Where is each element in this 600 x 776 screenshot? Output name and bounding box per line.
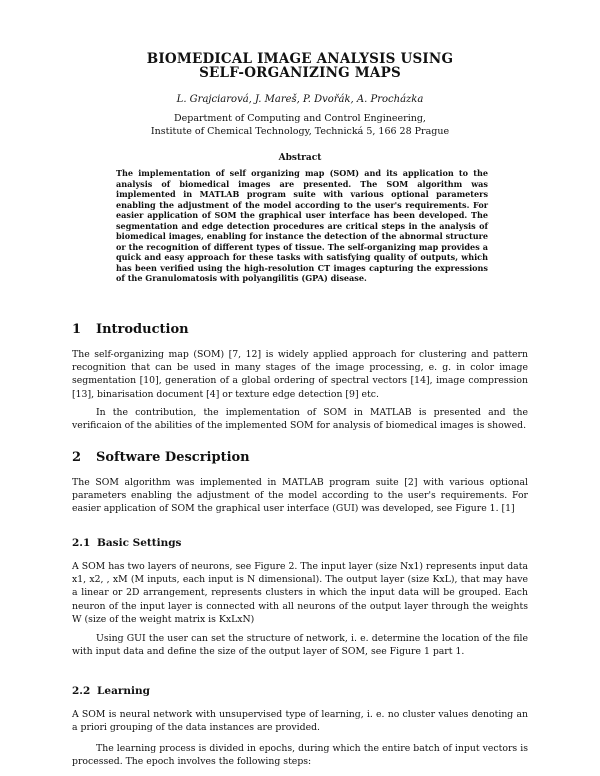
title-line-2: SELF-ORGANIZING MAPS — [199, 65, 401, 81]
section-heading-introduction — [72, 322, 189, 337]
section-title: Introduction — [96, 322, 189, 337]
paper-title — [0, 52, 600, 80]
affiliation — [0, 112, 600, 138]
subsection-heading-basic-settings — [72, 537, 181, 549]
affiliation-line-1: Department of Computing and Control Engineering, — [174, 113, 426, 124]
section-title: Software Description — [96, 450, 250, 465]
section-number: 1 — [72, 322, 82, 337]
paragraph: Using GUI the user can set the structure of network, i. e. determine the location of the file with input data and define the size of the output layer of SOM, see Figure 1 part 1. — [72, 633, 528, 658]
paragraph: The self-organizing map (SOM) [7, 12] is widely applied approach for clustering and pattern recognition that can be used in many stages of the image processing, e. g. in color image segmentation [10], generation of a global ordering of spectral vectors [14], image compression [13], binarisation document [4] or texture edge detection [9] etc. — [72, 349, 528, 400]
subsection-title: Learning — [97, 685, 150, 697]
affiliation-line-2: Institute of Chemical Technology, Technická 5, 166 28 Prague — [150, 126, 450, 137]
subsection-title: Basic Settings — [97, 537, 182, 549]
section-number: 2 — [72, 450, 82, 465]
paragraph: In the contribution, the implementation of SOM in MATLAB is presented and the verificaion of the abilities of the implemented SOM for analysis of biomedical images is showed. — [72, 407, 528, 432]
paragraph: A SOM is neural network with unsupervised type of learning, i. e. no cluster values denoting an a priori grouping of the data instances are provided. — [72, 709, 528, 734]
subsection-heading-learning — [72, 685, 150, 697]
abstract-text: The implementation of self organizing map (SOM) and its application to the analysis of biomedical images are presented. The SOM algorithm was implemented in MATLAB program suite with various optional parameters enabling the adjustment of the model according to the user's requirements. For easier application of SOM the graphical user interface has been developed. The segmentation and edge detection procedures are critical steps in the analysis of biomedical images, enabling for instance the detection of the abnormal structure or the recognition of different types of tissue. The self-organizing map provides a quick and easy approach for these tasks with satisfying quality of outputs, which has been verified using the high-resolution CT images capturing the expressions of the Granulomatosis with polyangilitis (GPA) disease. — [116, 168, 488, 283]
paragraph: A SOM has two layers of neurons, see Figure 2. The input layer (size Nx1) represents input data x1, x2, , xM (M inputs, each input is N dimensional). The output layer (size KxL), that may have a linear or 2D arrangement, represents clusters in which the input data will be grouped. Each neuron of the input layer is connected with all neurons of the output layer through the weights W (size of the weight matrix is KxLxN) — [72, 561, 528, 625]
paragraph: The SOM algorithm was implemented in MATLAB program suite [2] with various optional parameters enabling the adjustment of the model according to the user's requirements. For easier application of SOM the graphical user interface (GUI) was developed, see Figure 1. [1] — [72, 477, 528, 515]
subsection-number: 2.2 — [72, 685, 91, 697]
paragraph: The learning process is divided in epochs, during which the entire batch of input vectors is processed. The epoch involves the following steps: — [72, 743, 528, 768]
abstract-heading: Abstract — [278, 153, 322, 163]
section-heading-software-description — [72, 450, 250, 465]
title-line-1: BIOMEDICAL IMAGE ANALYSIS USING — [146, 51, 454, 67]
subsection-number: 2.1 — [72, 537, 91, 549]
author-list: L. Grajciarová, J. Mareš, P. Dvořák, A. Procházka — [176, 94, 424, 105]
